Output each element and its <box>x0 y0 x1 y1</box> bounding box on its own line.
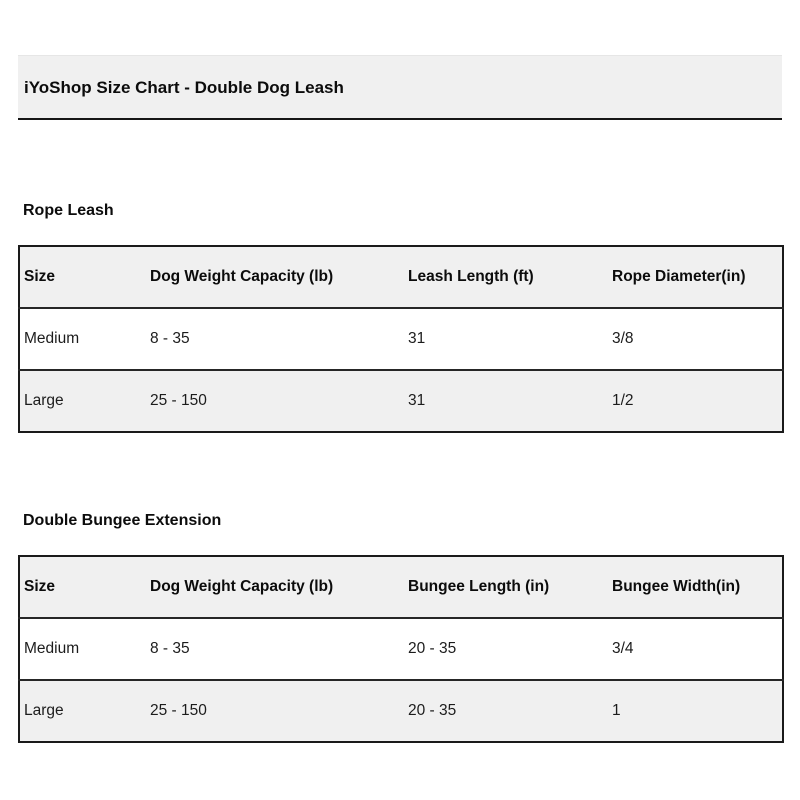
table-row-medium <box>19 618 783 680</box>
table-cell: 25 - 150 <box>150 392 207 409</box>
table-header-row <box>19 556 783 618</box>
column-header-size: Size <box>19 246 146 308</box>
table-cell: 8 - 35 <box>150 330 190 347</box>
table-cell: 20 - 35 <box>408 640 457 657</box>
page-title: iYoShop Size Chart - Double Dog Leash <box>18 55 782 120</box>
table-cell: 1/2 <box>612 392 634 409</box>
table-cell: 1 <box>612 702 621 719</box>
table-cell: 8 - 35 <box>150 640 190 657</box>
double-bungee-extension-heading: Double Bungee Extension <box>23 512 222 529</box>
column-header-leash-length: Leash Length (ft) <box>404 246 608 308</box>
size-chart-page <box>18 55 782 743</box>
table-cell: 3/8 <box>612 330 634 347</box>
section-rope-leash <box>18 201 782 433</box>
table-cell: Medium <box>24 330 80 347</box>
section-double-bungee-extension <box>18 511 782 743</box>
column-header-dog-weight-capacity: Dog Weight Capacity (lb) <box>146 556 404 618</box>
column-header-size: Size <box>19 556 146 618</box>
column-header-dog-weight-capacity: Dog Weight Capacity (lb) <box>146 246 404 308</box>
table-cell: 20 - 35 <box>408 702 457 719</box>
table-cell: 25 - 150 <box>150 702 207 719</box>
table-row-large <box>19 370 783 432</box>
rope-leash-table <box>18 245 784 433</box>
column-header-rope-diameter: Rope Diameter(in) <box>608 246 783 308</box>
table-cell: Large <box>24 392 64 409</box>
column-header-bungee-width: Bungee Width(in) <box>608 556 783 618</box>
table-cell: 31 <box>408 330 426 347</box>
table-cell: Large <box>24 702 64 719</box>
table-row-large <box>19 680 783 742</box>
rope-leash-heading: Rope Leash <box>23 202 114 219</box>
table-cell: 3/4 <box>612 640 634 657</box>
table-cell: Medium <box>24 640 80 657</box>
table-header-row <box>19 246 783 308</box>
column-header-bungee-length: Bungee Length (in) <box>404 556 608 618</box>
double-bungee-extension-table <box>18 555 784 743</box>
table-cell: 31 <box>408 392 426 409</box>
table-row-medium <box>19 308 783 370</box>
